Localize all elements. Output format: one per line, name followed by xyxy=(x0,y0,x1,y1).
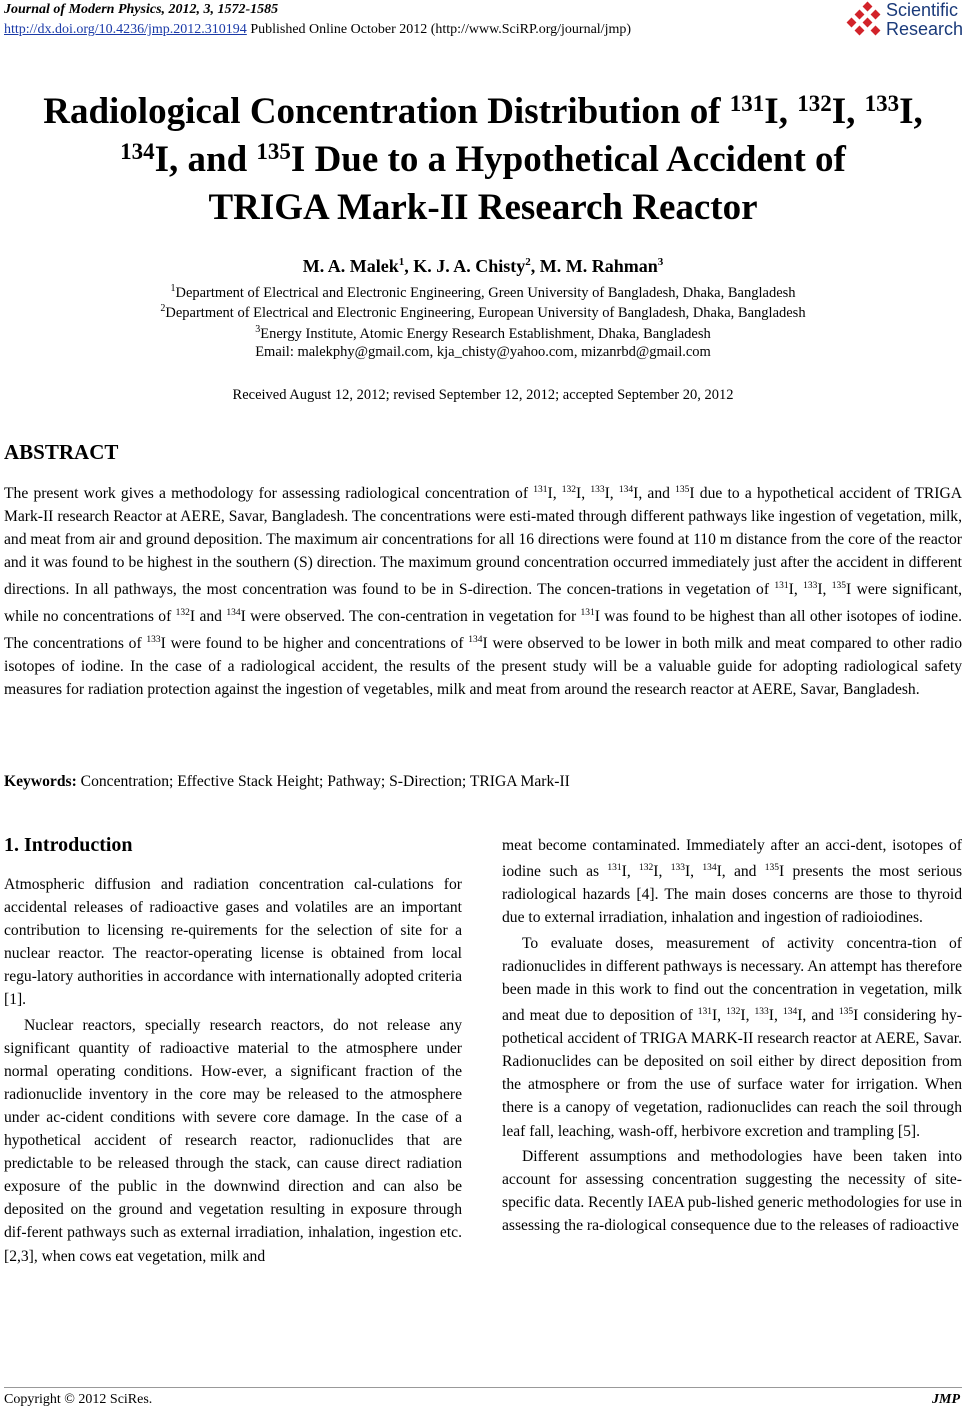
paragraph: To evaluate doses, measurement of activity concentra-tion of radionuclides in different pathways is necessary. An attempt has therefore been made in this work to find out the concentration in vegetation, milk and meat due to deposition of $^{131}$I, $^{132}$I, $^{133}$I, $^{134}$I, and $^{135}$I considering hy-pothetical accident of TRIGA MARK-II research reactor at AERE, Savar. Radionuclides can be deposited on soil either by direct deposition from the atmosphere or from the use of surface water for irrigation. When there is a canopy of vegetation, radionuclides can reach the soil through leaf fall, leaching, wash-off, herbivore excretion and trampling [5]. xyxy=(502,934,963,1140)
keywords-label: Keywords: xyxy=(4,773,77,790)
keywords-text: Concentration; Effective Stack Height; Pathway; S-Direction; TRIGA Mark-II xyxy=(76,773,570,790)
logo-diamond-icon xyxy=(855,10,865,20)
paragraph: Different assumptions and methodologies have been taken into account for assessing concentration suggesting the necessity of site-specific data. Recently IAEA pub-lished generic methodologies for use in assessing the ra-diological consequence due to the releases of radioactive xyxy=(502,1147,962,1234)
affiliation-3: $^3$Energy Institute, Atomic Energy Research Establishment, Dhaka, Bangladesh xyxy=(255,324,711,342)
section-heading: 1. Introduction xyxy=(4,834,133,856)
logo-line-2: Research xyxy=(886,19,964,39)
logo-diamond-icon xyxy=(871,26,881,36)
logo-diamond-icon xyxy=(855,26,865,36)
affiliation-2: $^2$Department of Electrical and Electronic Engineering, European University of Bangladesh, Dhaka, Bangladesh xyxy=(160,303,806,321)
logo-line-1: Scientific xyxy=(886,0,959,20)
abstract-body: The present work gives a methodology for assessing radiological concentration of $^{131}$I, $^{132}$I, $^{133}$I, $^{134}$I, and $^{135}$I due to a hypothetical accident of TRIGA Mark-II research Reactor at AERE, Savar, Bangladesh. The concentrations were esti-mated through different pathways like ingestion of vegetation, milk, and meat from air and ground deposition. The maximum air concentrations for all 16 directions were found at 110 m distance from the core of the reactor and it was found to be highest in the southern (S) direction. The maximum ground concentration occurred immediately just after the accident in different directions. In all pathways, the most concentration was found to be in S-direction. The concen-trations in vegetation of $^{131}$I, $^{133}$I, $^{135}$I were significant, while no concentrations of $^{132}$I and $^{134}$I were observed. The con-centration in vegetation for $^{131}$I was found to be highest than all other isotopes of iodine. The concentrations of $^{133}$I were found to be higher and concentrations of $^{134}$I were observed to be lower in both milk and meat compared to other radio isotopes of iodine. In the case of a radiological accident, the results of the present study will be a valuable guide for adopting radiological safety measures for radiation protection against the ingestion of vegetables, milk and meat from around the research reactor at AERE, Savar, Bangladesh. xyxy=(4,485,962,698)
paper-title: Radiological Concentration Distribution of $^{131}$I, $^{132}$I, $^{133}$I, $^{134}$I, and $^{135}$I Due to a Hypothetical Accident of TRIGA Mark-II Research Reactor xyxy=(43,91,923,228)
right-column xyxy=(502,834,962,1237)
doi-link[interactable]: http://dx.doi.org/10.4236/jmp.2012.310194 xyxy=(4,22,247,37)
logo-diamond-icon xyxy=(863,18,873,28)
affiliation-1: $^1$Department of Electrical and Electronic Engineering, Green University of Bangladesh, Dhaka, Bangladesh xyxy=(170,283,796,301)
logo-diamond-icon xyxy=(863,2,873,12)
doi-line xyxy=(4,22,631,38)
footer-copyright: Copyright © 2012 SciRes. xyxy=(4,1392,153,1407)
paragraph: meat become contaminated. Immediately after an acci-dent, isotopes of iodine such as $^{131}$I, $^{132}$I, $^{133}$I, $^{134}$I, and $^{135}$I presents the most serious radiological hazards [4]. The main doses concerns are those to thyroid due to external irradiation, inhalation and ingestion of radioiodines. xyxy=(502,837,963,927)
published-info: Published Online October 2012 (http://www.SciRP.org/journal/jmp) xyxy=(246,22,632,37)
journal-citation: Journal of Modern Physics, 2012, 3, 1572-1585 xyxy=(4,2,279,17)
logo-text xyxy=(886,1,963,39)
footer-divider xyxy=(4,1387,962,1388)
keywords xyxy=(4,773,570,791)
footer-journal: JMP xyxy=(932,1392,960,1407)
logo-diamond-icon xyxy=(847,18,857,28)
author-list: M. A. Malek$^1$, K. J. A. Chisty$^2$, M. M. Rahman$^3$ xyxy=(302,256,664,276)
abstract-heading: ABSTRACT xyxy=(4,440,119,464)
left-column xyxy=(4,873,462,1268)
paragraph: Nuclear reactors, specially research reactors, do not release any significant quantity of radioactive material to the atmosphere under normal operating conditions. How-ever, a significant fraction of the radionuclide inventory in the core may be released to the atmosphere under ac-cident conditions with severe core damage. In the case of a hypothetical accident of research reactor, radionuclides that are predictable to be released through the stack, can cause direct radiation exposure of the public in the downwind direction and can also be deposited on the ground and vegetation resulting in exposure through dif-ferent pathways such as external irradiation, inhalation, ingestion etc. [2,3], when cows eat vegetation, milk and xyxy=(4,1016,462,1265)
author-emails: Email: malekphy@gmail.com, kja_chisty@yahoo.com, mizanrbd@gmail.com xyxy=(255,344,711,360)
logo-diamond-icon xyxy=(871,10,881,20)
received-dates: Received August 12, 2012; revised September 12, 2012; accepted September 20, 2012 xyxy=(232,387,734,403)
paragraph: Atmospheric diffusion and radiation concentration cal-culations for accidental releases of radioactive gases and volatiles are an important contribution to licensing re-quirements for the selection of site for a nuclear reactor. The reactor-operating license is obtained from local regu-latory authorities in accordance with internationally adopted criteria [1]. xyxy=(4,876,462,1009)
publisher-logo xyxy=(842,0,962,44)
